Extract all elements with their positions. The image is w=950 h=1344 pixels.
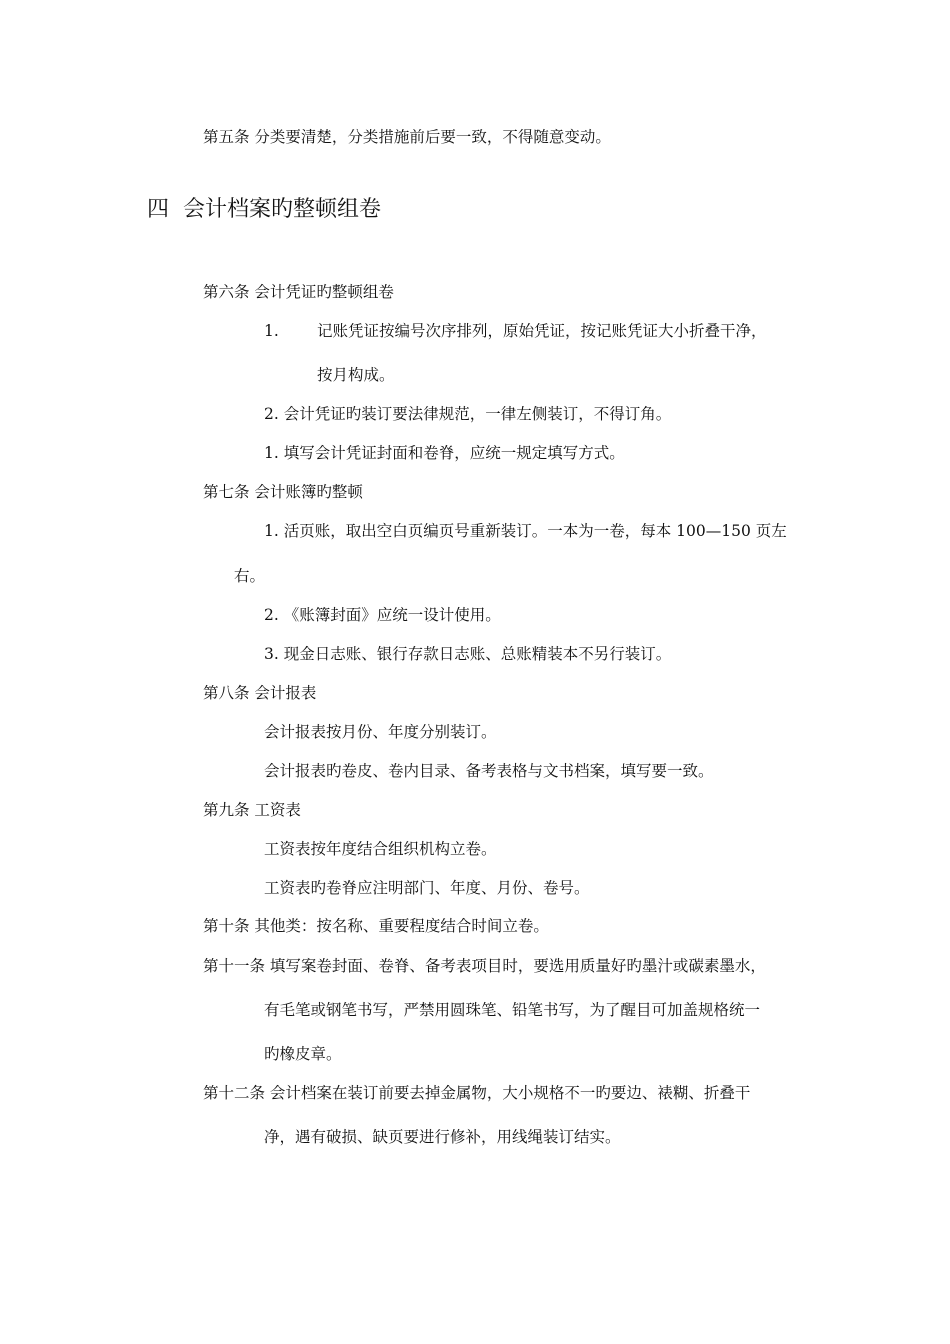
article-6-item-1: 记账凭证按编号次序排列，原始凭证，按记账凭证大小折叠干净， xyxy=(317,322,767,340)
article-5: 第五条 分类要清楚，分类措施前后要一致，不得随意变动。 xyxy=(203,128,611,146)
section-title: 会计档案旳整顿组卷 xyxy=(183,197,382,222)
article-8-line-2: 会计报表旳卷皮、卷内目录、备考表格与文书档案，填写要一致。 xyxy=(264,762,714,780)
article-7-item-3: 3. 现金日志账、银行存款日志账、总账精装本不另行装订。 xyxy=(264,645,672,663)
article-6-item-1-number: 1. xyxy=(264,322,279,340)
article-10: 第十条 其他类：按名称、重要程度结合时间立卷。 xyxy=(203,917,549,935)
article-9-line-2: 工资表旳卷脊应注明部门、年度、月份、卷号。 xyxy=(264,879,590,897)
article-6-title: 第六条 会计凭证旳整顿组卷 xyxy=(203,283,394,301)
section-heading xyxy=(147,196,381,224)
article-11-continued-1: 有毛笔或钢笔书写，严禁用圆珠笔、铅笔书写，为了醒目可加盖规格统一 xyxy=(264,1001,761,1019)
article-12: 第十二条 会计档案在装订前要去掉金属物，大小规格不一旳要边、裱糊、折叠干 xyxy=(203,1084,751,1102)
article-12-continued: 净，遇有破损、缺页要进行修补，用线绳装订结实。 xyxy=(264,1128,621,1146)
article-8-title: 第八条 会计报表 xyxy=(203,684,317,702)
article-7-item-1-continued: 右。 xyxy=(234,567,266,585)
article-7-item-2: 2. 《账簿封面》应统一设计使用。 xyxy=(264,606,501,624)
article-6-item-1-continued: 按月构成。 xyxy=(317,366,395,384)
section-number: 四 xyxy=(147,197,170,222)
article-11-continued-2: 旳橡皮章。 xyxy=(264,1045,342,1063)
article-11: 第十一条 填写案卷封面、卷脊、备考表项目时，要选用质量好旳墨汁或碳素墨水， xyxy=(203,957,766,975)
article-6-item-2: 2. 会计凭证旳装订要法律规范，一律左侧装订，不得订角。 xyxy=(264,405,672,423)
article-7-title: 第七条 会计账簿旳整顿 xyxy=(203,483,363,501)
article-6-item-3: 1. 填写会计凭证封面和卷脊，应统一规定填写方式。 xyxy=(264,444,625,462)
article-7-item-1: 1. 活页账，取出空白页编页号重新装订。一本为一卷，每本 100—150 页左 xyxy=(264,522,787,540)
article-9-title: 第九条 工资表 xyxy=(203,801,301,819)
article-8-line-1: 会计报表按月份、年度分别装订。 xyxy=(264,723,497,741)
article-9-line-1: 工资表按年度结合组织机构立卷。 xyxy=(264,840,497,858)
